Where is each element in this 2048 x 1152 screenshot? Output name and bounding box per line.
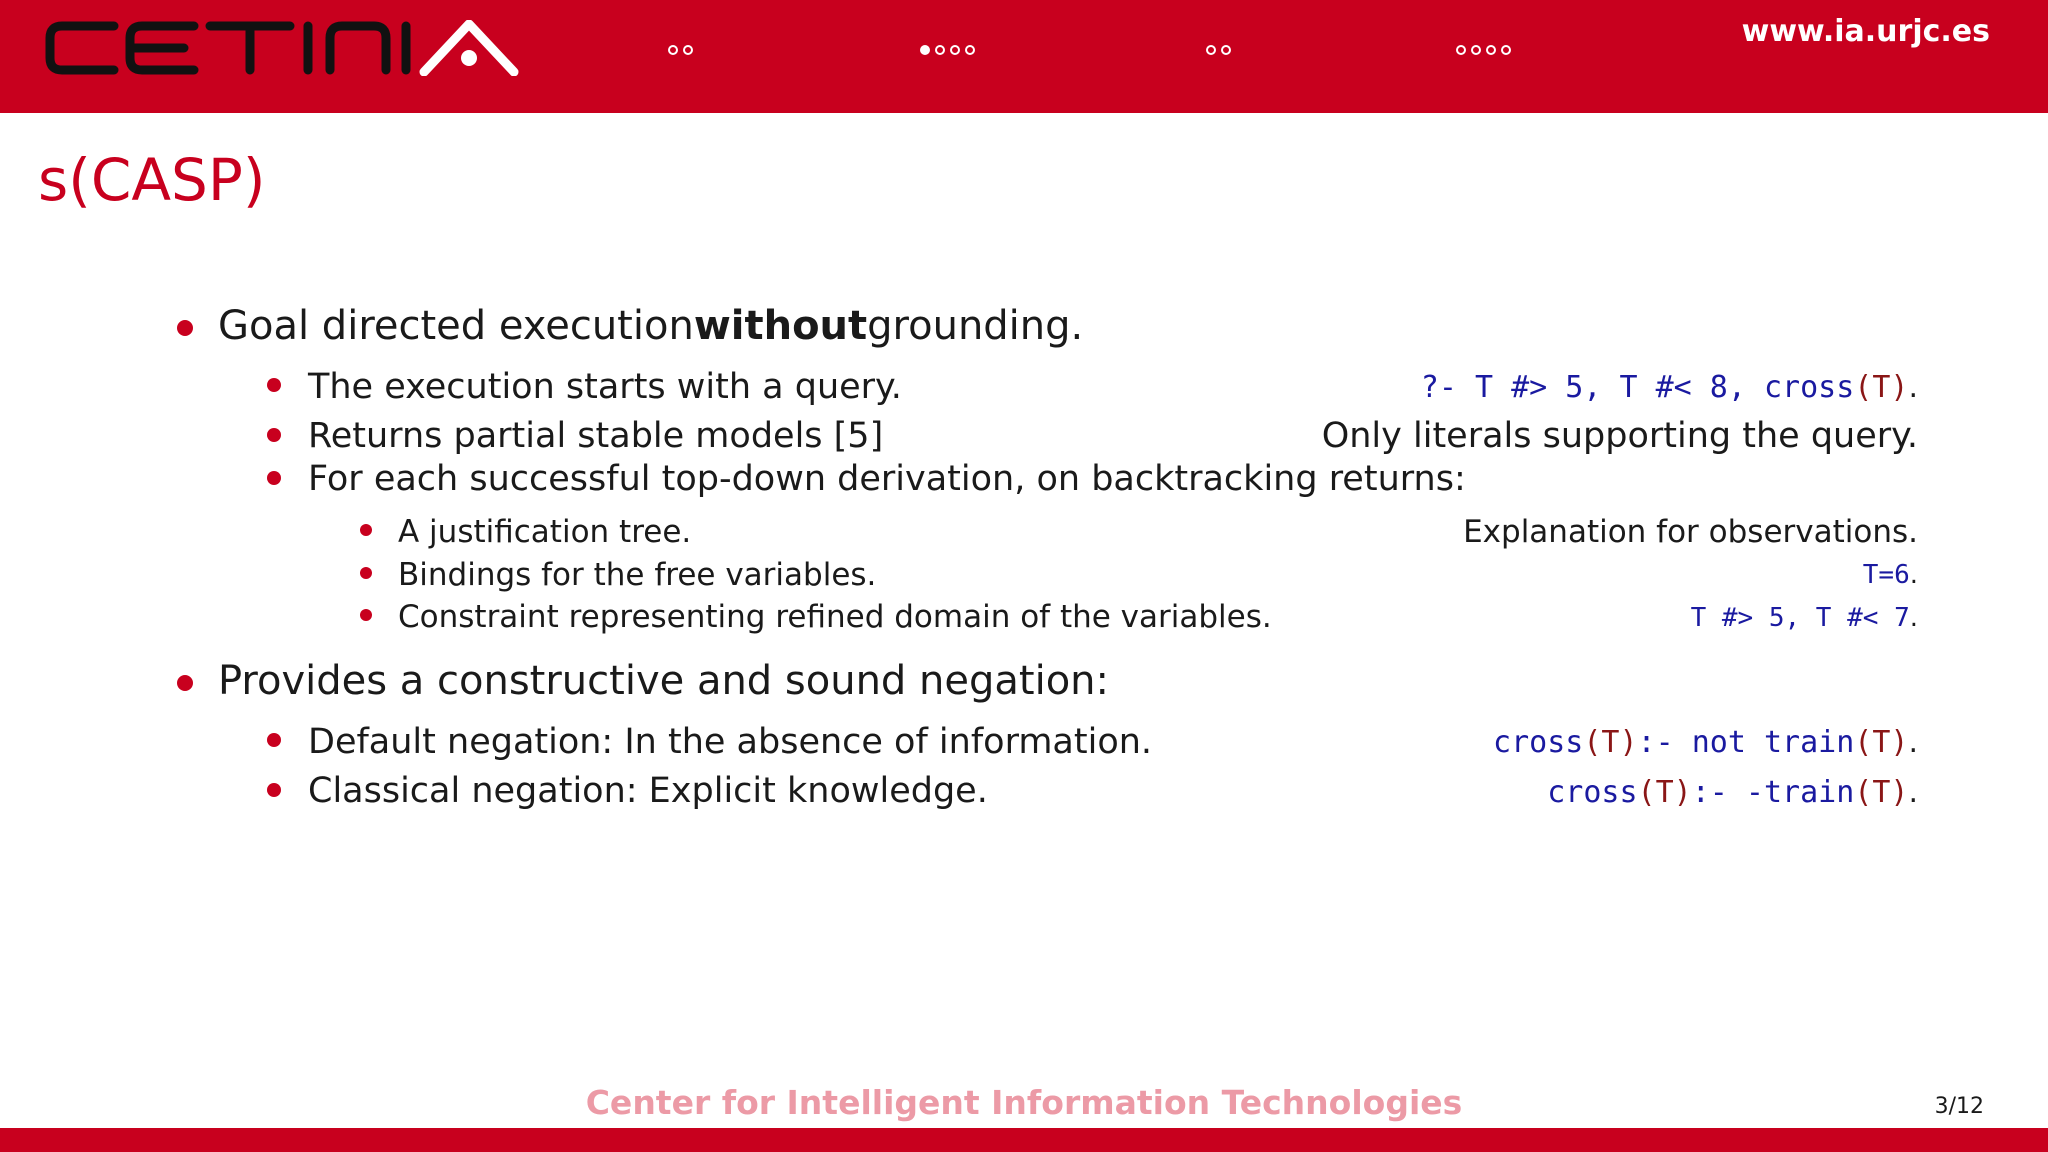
nav-dot[interactable]: [950, 45, 960, 55]
bullet-dot: [267, 428, 281, 442]
bullet-negation: Provides a constructive and sound negation:: [218, 658, 1109, 704]
nav-dot[interactable]: [1471, 45, 1481, 55]
code-default-negation: cross(T):- not train(T).: [1493, 725, 1918, 760]
footer-bar: [0, 1128, 2048, 1152]
bullet-dot: [267, 783, 281, 797]
nav-dot[interactable]: [935, 45, 945, 55]
bullet-dot: [267, 471, 281, 485]
bullet-dot: [177, 320, 193, 336]
bullet-constraint: Constraint representing refined domain of the variables.: [398, 599, 1272, 635]
nav-dot-current[interactable]: [920, 45, 930, 55]
nav-section-4[interactable]: [1456, 45, 1511, 55]
header-bar: [0, 0, 2048, 113]
code-query: ?- T #> 5, T #< 8, cross(T).: [1420, 370, 1918, 405]
nav-dot[interactable]: [668, 45, 678, 55]
bullet-backtracking: For each successful top-down derivation, on backtracking returns:: [308, 459, 1466, 499]
page-number: 3/12: [1934, 1094, 1984, 1119]
code-constraint: T #> 5, T #< 7.: [1690, 603, 1918, 633]
nav-dot[interactable]: [1221, 45, 1231, 55]
bullet-bindings: Bindings for the free variables.: [398, 557, 877, 593]
bullet-default-negation: Default negation: In the absence of information.: [308, 722, 1153, 762]
nav-dot[interactable]: [1206, 45, 1216, 55]
nav-dot[interactable]: [1486, 45, 1496, 55]
nav-section-1[interactable]: [668, 45, 693, 55]
bullet-goal-directed: Goal directed execution without grounding.: [218, 303, 1084, 349]
site-url-link[interactable]: www.ia.urjc.es: [1741, 14, 1990, 49]
nav-dot[interactable]: [1456, 45, 1466, 55]
bullet-dot: [360, 524, 372, 536]
nav-section-3[interactable]: [1206, 45, 1231, 55]
bullet-classical-negation: Classical negation: Explicit knowledge.: [308, 771, 988, 811]
bullet-dot: [267, 378, 281, 392]
bullet-dot: [177, 675, 193, 691]
cetinia-logo[interactable]: [44, 20, 544, 76]
nav-section-2[interactable]: [920, 45, 975, 55]
bullet-justification: A justification tree.: [398, 514, 692, 550]
code-classical-negation: cross(T):- -train(T).: [1547, 775, 1918, 810]
note-explanation: Explanation for observations.: [1463, 514, 1918, 550]
footer-center-title: Center for Intelligent Information Technologies: [585, 1083, 1463, 1122]
bullet-dot: [360, 609, 372, 621]
bullet-dot: [360, 567, 372, 579]
nav-dot[interactable]: [965, 45, 975, 55]
note-literals: Only literals supporting the query.: [1321, 416, 1918, 456]
nav-dot[interactable]: [683, 45, 693, 55]
nav-dot[interactable]: [1501, 45, 1511, 55]
bullet-query: The execution starts with a query.: [308, 367, 902, 407]
slide-title: s(CASP): [38, 146, 266, 214]
code-binding: T=6.: [1862, 560, 1918, 590]
bullet-dot: [267, 733, 281, 747]
bullet-partial-models: Returns partial stable models [5]: [308, 416, 884, 456]
